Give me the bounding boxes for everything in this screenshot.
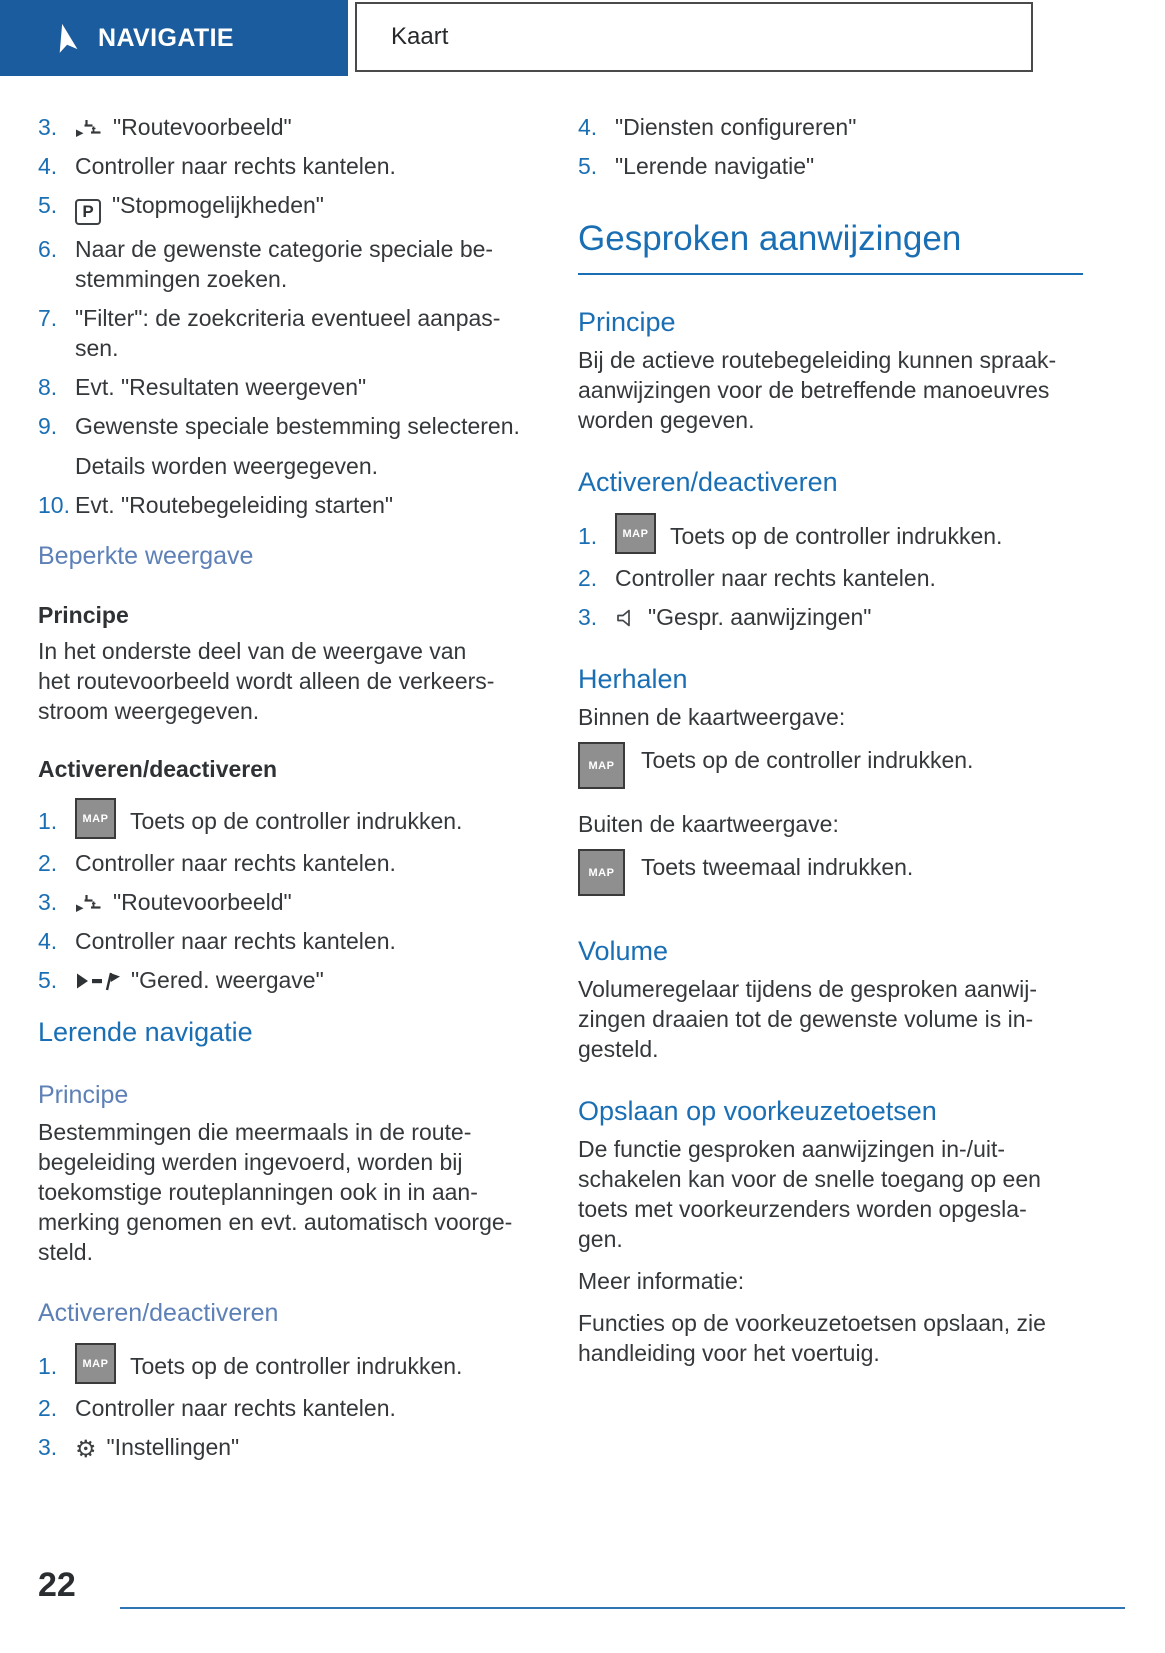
paragraph — [38, 1117, 543, 1267]
paragraph-line: Bij de actieve routebegeleiding kunnen spraak- — [578, 347, 1057, 373]
step-number: 1. — [38, 808, 58, 834]
step-text: "Gespr. aanwijzingen" — [648, 604, 872, 630]
list-item — [38, 1432, 543, 1462]
step-text: Toets op de controller indrukken. — [670, 523, 1003, 549]
list-item — [38, 1393, 543, 1423]
more-info-label: Meer informatie: — [578, 1268, 745, 1294]
heading-divider — [578, 273, 1083, 275]
route-preview-icon — [75, 117, 102, 138]
section-heading-herhalen: Herhalen — [578, 664, 688, 694]
right-column — [578, 112, 1083, 1368]
paragraph-line: merking genomen en evt. automatisch voorge- — [38, 1209, 513, 1235]
paragraph-line: De functie gesproken aanwijzingen in-/uit- — [578, 1136, 1006, 1162]
subsection-heading-principe: Principe — [38, 1081, 129, 1109]
paragraph-line: zingen draaien tot de gewenste volume is in- — [578, 1006, 1034, 1032]
step-text: "Routevoorbeeld" — [113, 114, 292, 140]
step-text: sen. — [75, 335, 119, 361]
list-item — [38, 151, 543, 181]
list-item — [578, 602, 1083, 632]
step-text: Controller naar rechts kantelen. — [75, 928, 396, 954]
step-text: Toets op de controller indrukken. — [130, 808, 463, 834]
map-button-icon: MAP — [75, 798, 116, 839]
step-text: Gewenste speciale bestemming selecteren. — [75, 413, 520, 439]
section-heading-beperkte-weergave: Beperkte weergave — [38, 542, 254, 570]
step-text: Toets op de controller indrukken. — [130, 1353, 463, 1379]
list-item — [38, 490, 543, 520]
step-number: 1. — [578, 523, 598, 549]
step-number: 8. — [38, 374, 58, 400]
context-label: Buiten de kaartweergave: — [578, 811, 839, 837]
map-button-icon: MAP — [615, 513, 656, 554]
step-text: "Diensten configureren" — [615, 114, 857, 140]
step-number: 5. — [578, 153, 598, 179]
list-item — [38, 372, 543, 402]
step-number: 2. — [38, 1395, 58, 1421]
step-text: "Gered. weergave" — [131, 967, 324, 993]
subsection-heading-activeren: Activeren/deactiveren — [38, 756, 278, 782]
chapter-title: NAVIGATIE — [98, 23, 235, 52]
section-heading-volume: Volume — [578, 936, 669, 966]
step-number: 2. — [578, 565, 598, 591]
step-text: Details worden weergegeven. — [75, 453, 379, 479]
step-number: 7. — [38, 305, 58, 331]
step-number: 2. — [38, 850, 58, 876]
paragraph-line: worden gegeven. — [578, 407, 755, 433]
step-text: Naar de gewenste categorie speciale be- — [75, 236, 494, 262]
step-number: 9. — [38, 413, 58, 439]
list-item — [38, 965, 543, 995]
map-button-icon: MAP — [578, 742, 625, 789]
list-item — [578, 112, 1083, 142]
gear-icon: ⚙ — [75, 1435, 97, 1463]
step-text: "Instellingen" — [106, 1434, 240, 1460]
paragraph — [578, 1308, 1083, 1368]
step-text: Controller naar rechts kantelen. — [75, 153, 396, 179]
section-heading-activeren: Activeren/deactiveren — [578, 467, 838, 497]
list-item — [38, 1343, 543, 1384]
context-label: Binnen de kaartweergave: — [578, 704, 846, 730]
page-number: 22 — [38, 1566, 76, 1604]
step-number: 5. — [38, 967, 58, 993]
step-number: 6. — [38, 236, 58, 262]
navigation-arrow-icon — [50, 23, 80, 53]
list-item — [38, 926, 543, 956]
map-button-icon: MAP — [578, 849, 625, 896]
saved-view-icon — [75, 971, 120, 991]
step-text: "Stopmogelijkheden" — [112, 192, 324, 218]
step-text: "Filter": de zoekcriteria eventueel aanpas- — [75, 305, 501, 331]
list-item — [578, 151, 1083, 181]
step-number: 3. — [578, 604, 598, 630]
step-number: 3. — [38, 1434, 58, 1460]
section-heading-principe: Principe — [578, 307, 676, 337]
subsection-heading-activeren: Activeren/deactiveren — [38, 1299, 279, 1327]
step-text: Evt. "Routebegeleiding starten" — [75, 492, 394, 518]
step-text: Controller naar rechts kantelen. — [75, 850, 396, 876]
paragraph — [38, 636, 543, 726]
section-heading-lerende-navigatie: Lerende navigatie — [38, 1017, 253, 1047]
step-number: 5. — [38, 192, 58, 218]
list-item — [38, 848, 543, 878]
list-item — [38, 190, 543, 225]
step-text: Controller naar rechts kantelen. — [75, 1395, 396, 1421]
step-text: Evt. "Resultaten weergeven" — [75, 374, 367, 400]
paragraph-line: Volumeregelaar tijdens de gesproken aanwij- — [578, 976, 1038, 1002]
paragraph-line: steld. — [38, 1239, 93, 1265]
paragraph — [578, 1134, 1083, 1254]
left-column — [38, 112, 543, 1471]
list-item — [38, 303, 543, 363]
instruction-text: Toets tweemaal indrukken. — [641, 854, 914, 880]
paragraph-line: begeleiding werden ingevoerd, worden bij — [38, 1149, 463, 1175]
paragraph-line: handleiding voor het voertuig. — [578, 1340, 880, 1366]
parking-icon: P — [75, 199, 101, 225]
chapter-header — [0, 0, 348, 76]
step-text: "Lerende navigatie" — [615, 153, 815, 179]
paragraph-line: schakelen kan voor de snelle toegang op een — [578, 1166, 1041, 1192]
step-text: Controller naar rechts kantelen. — [615, 565, 936, 591]
list-item — [578, 563, 1083, 593]
subsection-heading-principe: Principe — [38, 602, 129, 628]
step-number: 1. — [38, 1353, 58, 1379]
paragraph-line: aanwijzingen voor de betreffende manoeuvres — [578, 377, 1050, 403]
step-number: 4. — [578, 114, 598, 140]
instruction-text: Toets op de controller indrukken. — [641, 747, 974, 773]
paragraph — [578, 345, 1083, 435]
paragraph-line: stroom weergegeven. — [38, 698, 260, 724]
page-tab — [355, 2, 1033, 72]
paragraph-line: toekomstige routeplanningen ook in in aan- — [38, 1179, 478, 1205]
step-number: 4. — [38, 153, 58, 179]
paragraph-line: Functies op de voorkeuzetoetsen opslaan, zie — [578, 1310, 1046, 1336]
paragraph-line: gen. — [578, 1226, 623, 1252]
instruction-row — [578, 742, 1083, 789]
tab-label: Kaart — [391, 23, 449, 50]
list-item — [578, 513, 1083, 554]
route-preview-icon — [75, 892, 102, 913]
list-item — [38, 112, 543, 142]
paragraph-line: het routevoorbeeld wordt alleen de verkeers- — [38, 668, 495, 694]
map-button-icon: MAP — [75, 1343, 116, 1384]
footer-divider — [120, 1607, 1125, 1609]
paragraph — [578, 974, 1083, 1064]
list-item — [38, 798, 543, 839]
step-number: 3. — [38, 114, 58, 140]
main-heading-gesproken-aanwijzingen: Gesproken aanwijzingen — [578, 219, 962, 258]
step-number: 3. — [38, 889, 58, 915]
paragraph-line: gesteld. — [578, 1036, 659, 1062]
speaker-icon — [615, 608, 637, 628]
step-number: 4. — [38, 928, 58, 954]
step-text: stemmingen zoeken. — [75, 266, 288, 292]
paragraph-line: In het onderste deel van de weergave van — [38, 638, 467, 664]
step-number: 10. — [38, 492, 70, 518]
instruction-row — [578, 849, 1083, 896]
paragraph-line: Bestemmingen die meermaals in de route- — [38, 1119, 472, 1145]
paragraph-line: toets met voorkeurzenders worden opgesla- — [578, 1196, 1027, 1222]
list-item — [38, 234, 543, 294]
step-text: "Routevoorbeeld" — [113, 889, 292, 915]
section-heading-opslaan: Opslaan op voorkeuzetoetsen — [578, 1096, 937, 1126]
list-item — [38, 887, 543, 917]
list-item — [38, 411, 543, 481]
